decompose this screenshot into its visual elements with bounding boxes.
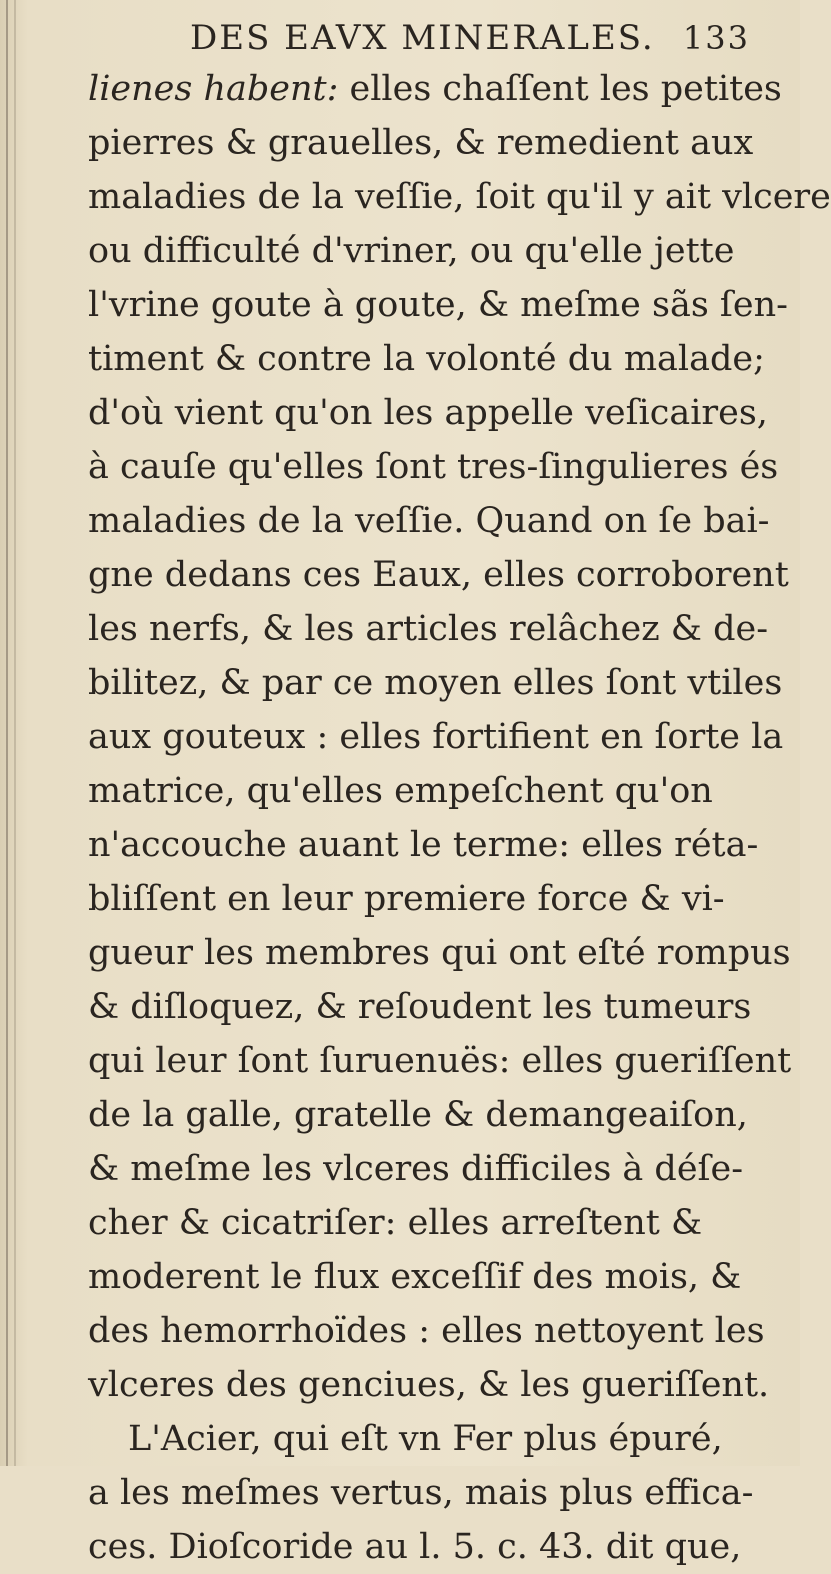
text-line: bilitez, & par ce moyen elles ſont vtiles	[88, 663, 783, 703]
text-line: cher & cicatriſer: elles arreſtent &	[88, 1203, 703, 1243]
text-line: pierres & grauelles, & remedient aux	[88, 123, 754, 163]
gutter-edge	[14, 0, 16, 1466]
text-line: a les meſmes vertus, mais plus effica-	[88, 1473, 754, 1513]
text-line: & meſme les vlceres difficiles à déſe-	[88, 1149, 744, 1189]
text-line: les nerfs, & les articles relâchez & de-	[88, 609, 769, 649]
text-line: d'où vient qu'on les appelle veſicaires,	[88, 393, 768, 433]
text-line: moderent le flux exceſſif des mois, &	[88, 1257, 742, 1297]
text-line: aux gouteux : elles fortifient en ſorte la	[88, 717, 784, 757]
text-line: qui leur ſont ſuruenuës: elles gueriſſent	[88, 1041, 792, 1081]
text-line: matrice, qu'elles empeſchent qu'on	[88, 771, 713, 811]
text-line: n'accouche auant le terme: elles réta-	[88, 825, 759, 865]
running-header	[190, 18, 750, 58]
body-text	[88, 62, 831, 1574]
text-line: ces. Dioſcoride au l. 5. c. 43. dit que,	[88, 1527, 742, 1567]
text-line: maladies de la veſſie. Quand on ſe bai-	[88, 501, 770, 541]
text-line: des hemorrhoïdes : elles nettoyent les	[88, 1311, 765, 1351]
text-line: timent & contre la volonté du malade;	[88, 339, 765, 379]
text-line: gne dedans ces Eaux, elles corroborent	[88, 555, 789, 595]
text-line: & diſloquez, & reſoudent les tumeurs	[88, 987, 752, 1027]
page-number: 133	[682, 19, 750, 57]
text-line: de la galle, gratelle & demangeaiſon,	[88, 1095, 748, 1135]
running-title: DES EAVX MINERALES.	[190, 18, 655, 58]
text-line: maladies de la veſſie, ſoit qu'il y ait vlcere	[88, 177, 831, 217]
gutter-shadow	[6, 0, 8, 1466]
text-line: vlceres des genciues, & les gueriſſent.	[88, 1365, 770, 1405]
paragraph-start-line: L'Acier, qui eſt vn Fer plus épuré,	[128, 1419, 723, 1459]
text-line: l'vrine goute à goute, & meſme sãs ſen-	[88, 285, 788, 325]
text-line: à cauſe qu'elles ſont tres-ſingulieres és	[88, 447, 779, 487]
text-line: ou difficulté d'vriner, ou qu'elle jette	[88, 231, 735, 271]
text-line: bliſſent en leur premiere force & vi-	[88, 879, 725, 919]
text-line: gueur les membres qui ont eſté rompus	[88, 933, 791, 973]
text-line: lienes habent: elles chaſſent les petites	[88, 69, 782, 109]
run-in-italic: lienes habent:	[88, 69, 339, 109]
